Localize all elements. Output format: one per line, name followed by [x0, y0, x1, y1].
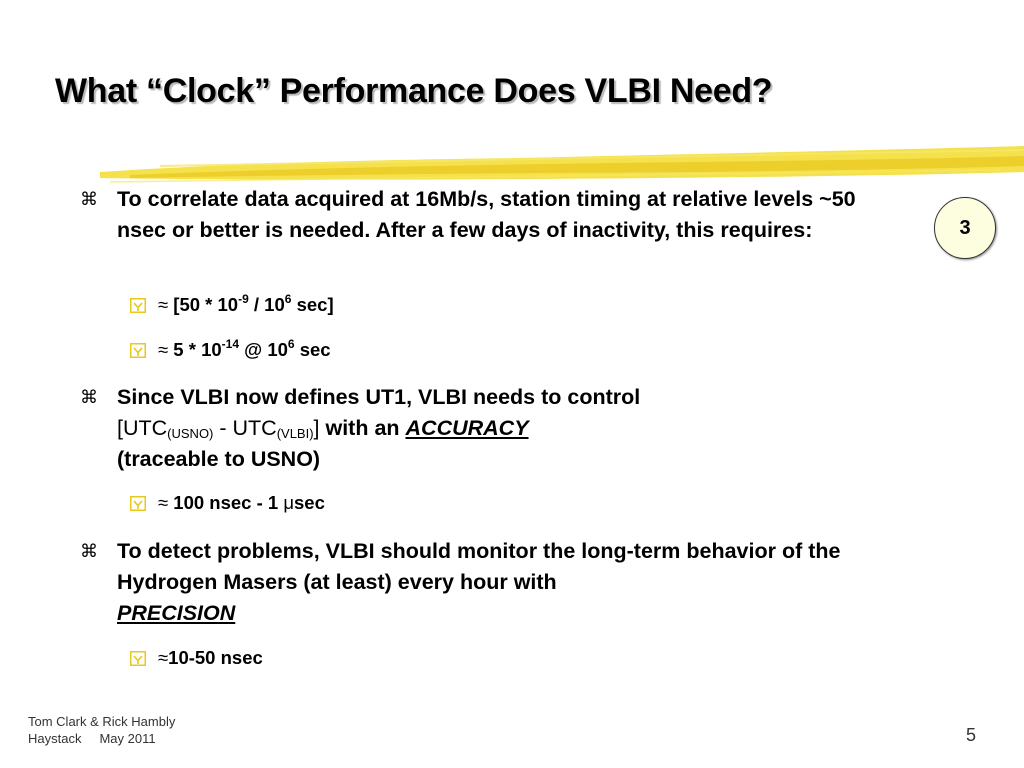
- bullet-3-body: To detect problems, VLBI should monitor the long-term behavior of the Hydrogen Masers (at least) every hour with: [117, 539, 841, 594]
- utc-open: [UTC: [117, 416, 168, 440]
- page-number: 5: [966, 725, 977, 745]
- accuracy-emphasis: ACCURACY: [405, 416, 529, 440]
- approx-symbol: ≈: [158, 339, 169, 360]
- sub-1b-post: sec: [294, 339, 331, 360]
- bullet-3: [80, 536, 880, 629]
- sub-1a-post: sec]: [291, 294, 334, 315]
- vlbi-subscript: (VLBI): [276, 426, 314, 441]
- bullet-2: [80, 382, 880, 475]
- approx-symbol: ≈: [158, 294, 169, 315]
- with-an-text: with an: [319, 416, 406, 440]
- checkbox-bullet-icon: [130, 651, 146, 666]
- utc-close: ]: [313, 416, 320, 440]
- sub-1a-text: [50 * 10: [173, 294, 239, 315]
- approx-symbol: ≈: [158, 492, 169, 513]
- slide-title: What “Clock” Performance Does VLBI Need?: [55, 72, 773, 110]
- utc-dash: - UTC: [213, 416, 277, 440]
- usno-subscript: (USNO): [167, 426, 214, 441]
- footer-place: Haystack: [28, 731, 82, 746]
- bullet-2-line-1: Since VLBI now defines UT1, VLBI needs to control: [117, 385, 641, 409]
- footer: [28, 713, 175, 747]
- bullet-1-text: To correlate data acquired at 16Mb/s, station timing at relative levels ~50 nsec or better is needed. After a few days of inactivity, this requires:: [117, 187, 856, 242]
- sub-1b-mid: @ 10: [239, 339, 288, 360]
- checkbox-bullet-icon: [130, 343, 146, 358]
- sub-3a-text: 10-50 nsec: [168, 647, 263, 668]
- precision-emphasis: PRECISION: [117, 601, 236, 625]
- footer-authors: Tom Clark & Rick Hambly: [28, 714, 176, 729]
- sub-bullet-3a: [130, 646, 263, 670]
- sub-1a-exp1: -9: [238, 292, 249, 306]
- checkbox-bullet-icon: [130, 298, 146, 313]
- approx-symbol: ≈: [158, 647, 169, 668]
- slide-badge: 3: [934, 197, 996, 259]
- command-bullet-icon: ⌘: [80, 387, 98, 407]
- sub-bullet-1b: [130, 338, 331, 362]
- sub-1b-exp1: -14: [221, 337, 239, 351]
- command-bullet-icon: ⌘: [80, 189, 98, 209]
- checkbox-bullet-icon: [130, 496, 146, 511]
- sub-1b-exp2: 6: [287, 337, 295, 351]
- sub-1a-exp2: 6: [284, 292, 292, 306]
- sub-1a-mid: / 10: [248, 294, 285, 315]
- sub-1b-text: 5 * 10: [173, 339, 222, 360]
- sub-2a-post: sec: [294, 492, 325, 513]
- footer-place-date: [28, 730, 175, 747]
- sub-bullet-2a: [130, 491, 325, 515]
- yellow-brush-stripe: [100, 142, 1024, 190]
- bullet-2-line-3: (traceable to USNO): [117, 447, 321, 471]
- sub-bullet-1a: [130, 293, 334, 317]
- bullet-2-text: [117, 382, 880, 475]
- footer-date: May 2011: [99, 731, 156, 746]
- command-bullet-icon: ⌘: [80, 541, 98, 561]
- micro-symbol: μ: [283, 492, 295, 513]
- sub-2a-text: 100 nsec - 1: [173, 492, 284, 513]
- bullet-1: [80, 184, 880, 246]
- bullet-2-line-2: [117, 413, 880, 444]
- bullet-3-text: [117, 536, 880, 629]
